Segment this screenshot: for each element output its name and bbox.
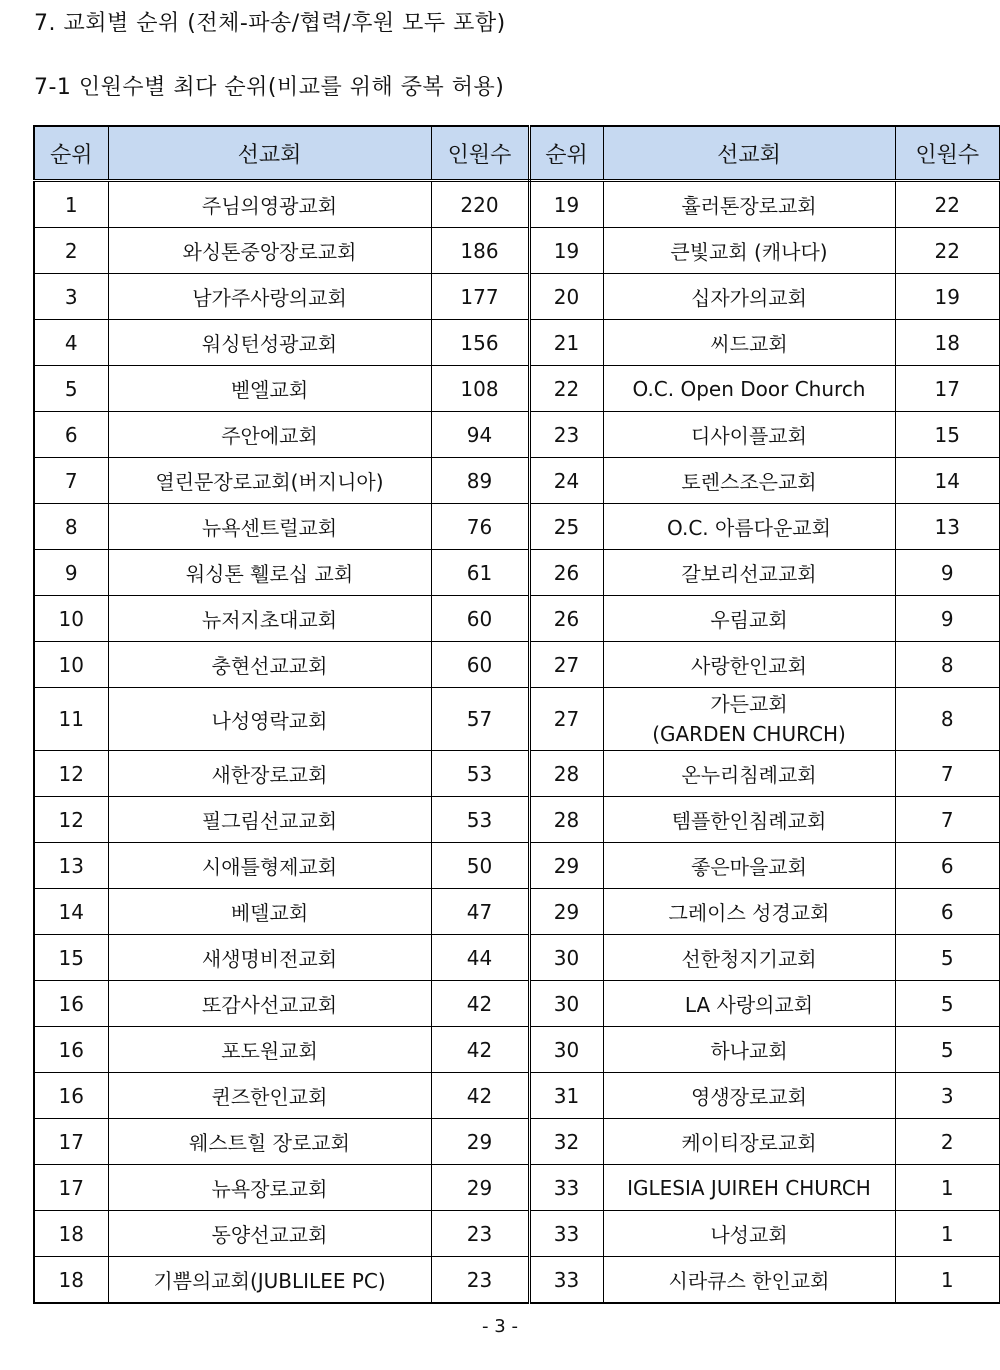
church-left-cell: 퀸즈한인교회	[108, 1073, 431, 1119]
table-row	[34, 1211, 1000, 1257]
rank-right-cell: 19	[529, 228, 603, 274]
rank-left-cell: 17	[34, 1165, 108, 1211]
church-right-cell: 하나교회	[603, 1027, 895, 1073]
rank-left-cell: 15	[34, 935, 108, 981]
count-left-cell: 42	[431, 1027, 529, 1073]
church-right-cell: 휼러톤장로교회	[603, 181, 895, 228]
rank-left-cell: 13	[34, 843, 108, 889]
count-left-cell: 42	[431, 981, 529, 1027]
table-row	[34, 596, 1000, 642]
count-right-cell: 1	[895, 1257, 1000, 1304]
church-right-cell: 토렌스조은교회	[603, 458, 895, 504]
church-right-cell: 템플한인침례교회	[603, 797, 895, 843]
count-right-cell: 17	[895, 366, 1000, 412]
count-left-cell: 29	[431, 1119, 529, 1165]
count-left-cell: 60	[431, 642, 529, 688]
count-right-cell: 2	[895, 1119, 1000, 1165]
church-right-cell	[603, 688, 895, 751]
church-right-cell: 케이티장로교회	[603, 1119, 895, 1165]
header-count-left: 인원수	[431, 126, 529, 181]
church-left-cell: 주님의영광교회	[108, 181, 431, 228]
table-row	[34, 1119, 1000, 1165]
rank-right-cell: 30	[529, 935, 603, 981]
header-church-right: 선교회	[603, 126, 895, 181]
church-left-cell: 동양선교교회	[108, 1211, 431, 1257]
count-right-cell: 13	[895, 504, 1000, 550]
rank-left-cell: 11	[34, 688, 108, 751]
church-left-cell: 와싱톤중앙장로교회	[108, 228, 431, 274]
church-left-cell: 열린문장로교회(버지니아)	[108, 458, 431, 504]
count-left-cell: 89	[431, 458, 529, 504]
church-name-line1: 가든교회	[710, 692, 788, 716]
rank-right-cell: 33	[529, 1165, 603, 1211]
rank-left-cell: 16	[34, 1027, 108, 1073]
count-right-cell: 6	[895, 889, 1000, 935]
count-right-cell: 22	[895, 181, 1000, 228]
count-right-cell: 1	[895, 1211, 1000, 1257]
count-right-cell: 8	[895, 642, 1000, 688]
count-left-cell: 61	[431, 550, 529, 596]
rank-right-cell: 24	[529, 458, 603, 504]
header-rank-left: 순위	[34, 126, 108, 181]
count-left-cell: 23	[431, 1211, 529, 1257]
count-left-cell: 44	[431, 935, 529, 981]
count-left-cell: 186	[431, 228, 529, 274]
rank-right-cell: 30	[529, 981, 603, 1027]
count-right-cell: 9	[895, 550, 1000, 596]
rank-right-cell: 32	[529, 1119, 603, 1165]
church-left-cell: 나성영락교회	[108, 688, 431, 751]
count-right-cell: 1	[895, 1165, 1000, 1211]
count-right-cell: 6	[895, 843, 1000, 889]
table-row	[34, 889, 1000, 935]
count-right-cell: 15	[895, 412, 1000, 458]
table-row	[34, 688, 1000, 751]
count-right-cell: 3	[895, 1073, 1000, 1119]
church-left-cell: 웨스트힐 장로교회	[108, 1119, 431, 1165]
rank-right-cell: 28	[529, 797, 603, 843]
table-body	[34, 181, 1000, 1304]
church-right-cell: IGLESIA JUIREH CHURCH	[603, 1165, 895, 1211]
rank-right-cell: 33	[529, 1211, 603, 1257]
count-right-cell: 22	[895, 228, 1000, 274]
rank-right-cell: 31	[529, 1073, 603, 1119]
count-left-cell: 76	[431, 504, 529, 550]
count-right-cell: 5	[895, 981, 1000, 1027]
church-right-cell: 우림교회	[603, 596, 895, 642]
count-right-cell: 7	[895, 797, 1000, 843]
rank-right-cell: 21	[529, 320, 603, 366]
church-right-cell: 갈보리선교교회	[603, 550, 895, 596]
church-right-cell: O.C. 아름다운교회	[603, 504, 895, 550]
rank-left-cell: 18	[34, 1257, 108, 1304]
count-left-cell: 50	[431, 843, 529, 889]
church-right-cell: 사랑한인교회	[603, 642, 895, 688]
header-church-left: 선교회	[108, 126, 431, 181]
rank-left-cell: 10	[34, 642, 108, 688]
church-ranking-table	[33, 125, 1000, 1304]
count-left-cell: 94	[431, 412, 529, 458]
table-row	[34, 1027, 1000, 1073]
count-left-cell: 42	[431, 1073, 529, 1119]
table-row	[34, 935, 1000, 981]
rank-left-cell: 9	[34, 550, 108, 596]
rank-left-cell: 3	[34, 274, 108, 320]
table-row	[34, 504, 1000, 550]
table-row	[34, 274, 1000, 320]
table-row	[34, 1073, 1000, 1119]
church-left-cell: 시애틀형제교회	[108, 843, 431, 889]
rank-left-cell: 12	[34, 751, 108, 797]
rank-right-cell: 26	[529, 596, 603, 642]
rank-left-cell: 16	[34, 981, 108, 1027]
rank-right-cell: 29	[529, 889, 603, 935]
table-row	[34, 550, 1000, 596]
rank-left-cell: 6	[34, 412, 108, 458]
count-right-cell: 14	[895, 458, 1000, 504]
rank-left-cell: 18	[34, 1211, 108, 1257]
subsection-heading: 7-1 인원수별 최다 순위(비교를 위해 중복 허용)	[34, 75, 505, 100]
church-right-cell: 나성교회	[603, 1211, 895, 1257]
rank-right-cell: 22	[529, 366, 603, 412]
church-left-cell: 필그림선교교회	[108, 797, 431, 843]
rank-right-cell: 19	[529, 181, 603, 228]
rank-right-cell: 29	[529, 843, 603, 889]
table-row	[34, 228, 1000, 274]
count-left-cell: 57	[431, 688, 529, 751]
count-left-cell: 108	[431, 366, 529, 412]
church-left-cell: 베델교회	[108, 889, 431, 935]
church-right-cell: 선한청지기교회	[603, 935, 895, 981]
church-left-cell: 기쁨의교회(JUBLILEE PC)	[108, 1257, 431, 1304]
count-left-cell: 47	[431, 889, 529, 935]
rank-left-cell: 5	[34, 366, 108, 412]
church-left-cell: 뉴욕장로교회	[108, 1165, 431, 1211]
church-right-cell: LA 사랑의교회	[603, 981, 895, 1027]
count-left-cell: 29	[431, 1165, 529, 1211]
table-row	[34, 1165, 1000, 1211]
count-left-cell: 23	[431, 1257, 529, 1304]
table-row	[34, 181, 1000, 228]
church-right-cell: 씨드교회	[603, 320, 895, 366]
rank-left-cell: 8	[34, 504, 108, 550]
rank-left-cell: 10	[34, 596, 108, 642]
rank-left-cell: 1	[34, 181, 108, 228]
table-row	[34, 751, 1000, 797]
count-right-cell: 5	[895, 1027, 1000, 1073]
count-right-cell: 7	[895, 751, 1000, 797]
page-number: - 3 -	[482, 1316, 518, 1337]
church-left-cell: 워싱턴성광교회	[108, 320, 431, 366]
rank-right-cell: 26	[529, 550, 603, 596]
church-right-cell: 영생장로교회	[603, 1073, 895, 1119]
header-rank-right: 순위	[529, 126, 603, 181]
church-left-cell: 주안에교회	[108, 412, 431, 458]
church-left-cell: 새생명비전교회	[108, 935, 431, 981]
church-left-cell: 또감사선교교회	[108, 981, 431, 1027]
church-right-cell: 십자가의교회	[603, 274, 895, 320]
church-left-cell: 남가주사랑의교회	[108, 274, 431, 320]
church-left-cell: 충현선교교회	[108, 642, 431, 688]
header-count-right: 인원수	[895, 126, 1000, 181]
count-left-cell: 60	[431, 596, 529, 642]
church-right-cell: O.C. Open Door Church	[603, 366, 895, 412]
count-right-cell: 18	[895, 320, 1000, 366]
rank-left-cell: 12	[34, 797, 108, 843]
table-row	[34, 320, 1000, 366]
church-right-cell: 좋은마을교회	[603, 843, 895, 889]
church-left-cell: 뉴욕센트럴교회	[108, 504, 431, 550]
count-right-cell: 9	[895, 596, 1000, 642]
table-row	[34, 797, 1000, 843]
table-header-row	[34, 126, 1000, 181]
count-left-cell: 220	[431, 181, 529, 228]
church-right-cell: 큰빛교회 (캐나다)	[603, 228, 895, 274]
table-row	[34, 458, 1000, 504]
rank-left-cell: 4	[34, 320, 108, 366]
rank-right-cell: 28	[529, 751, 603, 797]
church-left-cell: 포도원교회	[108, 1027, 431, 1073]
table-row	[34, 1257, 1000, 1304]
church-left-cell: 벧엘교회	[108, 366, 431, 412]
section-heading: 7. 교회별 순위 (전체-파송/협력/후원 모두 포함)	[34, 11, 506, 36]
church-left-cell: 워싱톤 휄로십 교회	[108, 550, 431, 596]
rank-left-cell: 7	[34, 458, 108, 504]
count-left-cell: 156	[431, 320, 529, 366]
count-right-cell: 19	[895, 274, 1000, 320]
count-left-cell: 53	[431, 797, 529, 843]
church-right-cell: 시라큐스 한인교회	[603, 1257, 895, 1304]
rank-right-cell: 25	[529, 504, 603, 550]
rank-right-cell: 30	[529, 1027, 603, 1073]
rank-right-cell: 27	[529, 642, 603, 688]
rank-right-cell: 27	[529, 688, 603, 751]
church-right-cell: 그레이스 성경교회	[603, 889, 895, 935]
count-right-cell: 8	[895, 688, 1000, 751]
church-name-line2: (GARDEN CHURCH)	[652, 722, 846, 746]
count-right-cell: 5	[895, 935, 1000, 981]
table-row	[34, 366, 1000, 412]
count-left-cell: 53	[431, 751, 529, 797]
rank-left-cell: 14	[34, 889, 108, 935]
church-left-cell: 뉴저지초대교회	[108, 596, 431, 642]
rank-left-cell: 2	[34, 228, 108, 274]
rank-left-cell: 17	[34, 1119, 108, 1165]
church-left-cell: 새한장로교회	[108, 751, 431, 797]
count-left-cell: 177	[431, 274, 529, 320]
rank-right-cell: 23	[529, 412, 603, 458]
table-row	[34, 843, 1000, 889]
table-row	[34, 981, 1000, 1027]
rank-right-cell: 33	[529, 1257, 603, 1304]
rank-right-cell: 20	[529, 274, 603, 320]
church-right-cell: 디사이플교회	[603, 412, 895, 458]
rank-left-cell: 16	[34, 1073, 108, 1119]
church-right-cell: 온누리침례교회	[603, 751, 895, 797]
table-row	[34, 642, 1000, 688]
table-row	[34, 412, 1000, 458]
